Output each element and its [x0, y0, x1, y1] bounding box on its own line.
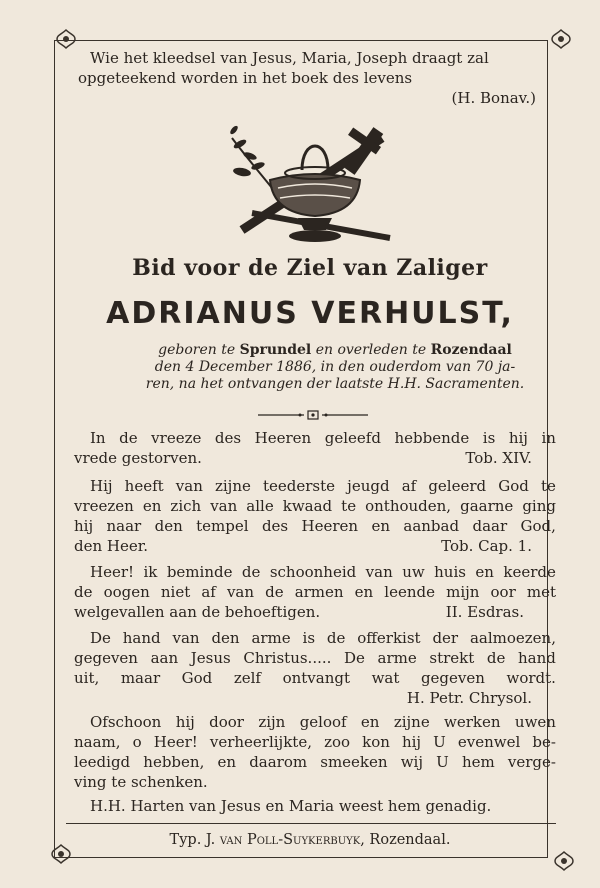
word: leedigd — [74, 753, 131, 771]
word: de — [119, 429, 138, 447]
text-line — [74, 582, 556, 602]
word: be- — [532, 733, 556, 751]
word: niet — [160, 583, 191, 601]
word: is — [302, 629, 316, 647]
word: aan — [150, 649, 179, 667]
text-line — [74, 448, 556, 468]
text-line — [74, 752, 556, 772]
word: zijne — [393, 713, 430, 731]
word: hij — [175, 713, 195, 731]
printer-city: , Rozendaal. — [360, 832, 451, 848]
word: oor — [490, 583, 516, 601]
word: Heer! — [153, 733, 198, 751]
birth-death-details — [130, 342, 540, 393]
corner-ornament-icon — [50, 843, 72, 865]
sacraments-line: ren, na het ontvangen der laatste H.H. Sacramenten. — [145, 376, 525, 392]
word: van — [175, 477, 203, 495]
word: God — [498, 477, 529, 495]
word: in — [541, 429, 556, 447]
word: De — [344, 649, 365, 667]
word: vreeze — [151, 429, 202, 447]
word: is — [482, 429, 496, 447]
word: Heer! — [90, 563, 135, 581]
word: ik — [143, 563, 158, 581]
word: zijne — [214, 477, 251, 495]
word: geleerd — [428, 477, 487, 495]
word: hem — [461, 753, 495, 771]
word: van — [226, 583, 255, 601]
word: uit, — [74, 669, 100, 687]
word: en — [360, 713, 380, 731]
birth-place: Sprundel — [239, 342, 312, 358]
paragraph-prayer — [74, 712, 556, 792]
death-date-line: den 4 December 1886, in den ouderdom van 70 ja- — [154, 359, 516, 375]
word: de — [241, 563, 261, 581]
text-line — [74, 428, 556, 448]
word: verge- — [507, 753, 556, 771]
deceased-name: ADRIANUS VERHULST, — [106, 296, 514, 331]
paragraph-esdras — [74, 562, 556, 622]
scripture-ref: Tob. Cap. 1. — [441, 537, 532, 555]
word: arme — [377, 649, 417, 667]
word: hand — [122, 629, 161, 647]
word: zich — [170, 497, 202, 515]
word: keerde — [503, 563, 556, 581]
word: wat — [371, 669, 400, 687]
word: van — [210, 497, 238, 515]
death-place: Rozendaal — [430, 342, 512, 358]
word: De — [90, 629, 111, 647]
word: kon — [362, 733, 390, 751]
word: aanbad — [403, 517, 460, 535]
word: zijn — [258, 713, 286, 731]
word: smeeken — [320, 753, 388, 771]
scripture-ref: II. Esdras. — [445, 603, 524, 621]
word: naam, — [74, 733, 121, 751]
paragraph-chrysol — [74, 628, 556, 708]
text-line — [74, 628, 556, 648]
chalice-cross-emblem-icon — [222, 118, 408, 248]
text-line — [74, 496, 556, 516]
word: God, — [520, 517, 556, 535]
word: schoonheid — [269, 563, 357, 581]
word: der — [432, 629, 459, 647]
word: wordt. — [506, 669, 556, 687]
text-span: vrede gestorven. — [74, 449, 202, 467]
prayer-heading: Bid voor de Ziel van Zaliger — [132, 255, 488, 281]
word: Heeren — [301, 517, 359, 535]
text-line — [74, 562, 556, 582]
opening-quote — [78, 48, 548, 108]
word: leende — [384, 583, 435, 601]
printer-name: van Poll-Suykerbuyk — [219, 832, 361, 848]
word: naar — [106, 517, 142, 535]
word: en — [371, 517, 390, 535]
word: de — [326, 629, 346, 647]
word: hij — [74, 517, 94, 535]
word: Christus..... — [243, 649, 332, 667]
paragraph-closing — [74, 796, 556, 816]
word: arme — [251, 629, 291, 647]
word: en — [217, 753, 237, 771]
word: hij — [401, 733, 422, 751]
word: beminde — [166, 563, 233, 581]
footer-rule — [66, 823, 556, 824]
word: verheerlijkte, — [209, 733, 312, 751]
word: geloof — [299, 713, 347, 731]
word: ontvangt — [282, 669, 350, 687]
word: kwaad — [282, 497, 333, 515]
word: en — [475, 563, 494, 581]
text-line: H.H. Harten van Jesus en Maria weest hem genadig. — [90, 797, 492, 815]
word: gegeven — [420, 669, 485, 687]
word: uw — [402, 563, 425, 581]
word: U — [436, 753, 449, 771]
corner-ornament-icon — [55, 28, 77, 50]
word: werken — [444, 713, 501, 731]
word: den — [211, 629, 240, 647]
printer-prefix: Typ. J. — [169, 832, 216, 848]
text-line — [74, 516, 556, 536]
word: ging — [522, 497, 556, 515]
word: van — [365, 563, 393, 581]
word: zoo — [324, 733, 351, 751]
word: alle — [246, 497, 274, 515]
corner-ornament-icon — [550, 28, 572, 50]
word: Ofschoon — [90, 713, 162, 731]
word: wij — [400, 753, 423, 771]
word: Jesus — [190, 649, 231, 667]
birth-mid: en overleden te — [315, 342, 427, 358]
word: den — [154, 517, 183, 535]
ornamental-divider-icon — [258, 406, 368, 418]
paragraph-tob-xiv — [74, 428, 556, 468]
text-line: ving te schenken. — [74, 773, 208, 791]
word: af — [401, 477, 417, 495]
word: geleefd — [324, 429, 381, 447]
corner-ornament-icon — [553, 850, 575, 872]
word: jeugd — [347, 477, 390, 495]
word: hand — [518, 649, 556, 667]
text-line — [74, 732, 556, 752]
word: des — [214, 429, 242, 447]
word: Heeren — [254, 429, 312, 447]
word: van — [172, 629, 200, 647]
word: door — [209, 713, 244, 731]
word: maar — [120, 669, 161, 687]
word: Hij — [90, 477, 113, 495]
word: hij — [508, 429, 528, 447]
word: de — [74, 583, 93, 601]
word: armen — [294, 583, 344, 601]
text-line — [74, 712, 556, 732]
scripture-ref: Tob. XIV. — [465, 449, 532, 467]
word: U — [433, 733, 446, 751]
word: teederste — [263, 477, 336, 495]
word: met — [526, 583, 556, 601]
word: tempel — [196, 517, 249, 535]
text-span: welgevallen aan de behoeftigen. — [74, 603, 321, 621]
word: daarom — [249, 753, 308, 771]
word: huis — [434, 563, 466, 581]
text-line — [74, 668, 556, 688]
word: te — [341, 497, 357, 515]
word: gegeven — [74, 649, 138, 667]
paragraph-tob-cap — [74, 476, 556, 556]
word: de — [486, 649, 506, 667]
text-line — [74, 602, 556, 622]
word: mijn — [446, 583, 480, 601]
quote-line: Wie het kleedsel van Jesus, Maria, Joseph draagt zal — [90, 49, 489, 67]
text-span: den Heer. — [74, 537, 149, 555]
word: uwen — [514, 713, 556, 731]
word: evenwel — [457, 733, 521, 751]
word: en — [142, 497, 162, 515]
word: strekt — [429, 649, 475, 667]
word: zelf — [233, 669, 261, 687]
word: de — [265, 583, 284, 601]
text-line — [74, 476, 556, 496]
word: offerkist — [357, 629, 421, 647]
scripture-ref: H. Petr. Chrysol. — [406, 689, 532, 707]
word: te — [541, 477, 556, 495]
word: God — [181, 669, 213, 687]
word: onthouden, — [365, 497, 452, 515]
text-line — [74, 536, 556, 556]
word: aalmoezen, — [469, 629, 556, 647]
birth-prefix: geboren te — [158, 342, 236, 358]
word: o — [132, 733, 142, 751]
word: gaarne — [460, 497, 514, 515]
word: des — [261, 517, 289, 535]
word: vreezen — [74, 497, 134, 515]
word: hebbende — [394, 429, 470, 447]
word: en — [354, 583, 374, 601]
word: heeft — [124, 477, 164, 495]
word: af — [201, 583, 216, 601]
quote-line: opgeteekend worden in het boek des levens — [78, 69, 413, 87]
quote-source: (H. Bonav.) — [451, 89, 536, 107]
printer-credit — [70, 832, 550, 848]
word: oogen — [103, 583, 150, 601]
word: In — [90, 429, 106, 447]
word: daar — [472, 517, 508, 535]
word: hebben, — [143, 753, 205, 771]
text-line — [74, 648, 556, 668]
